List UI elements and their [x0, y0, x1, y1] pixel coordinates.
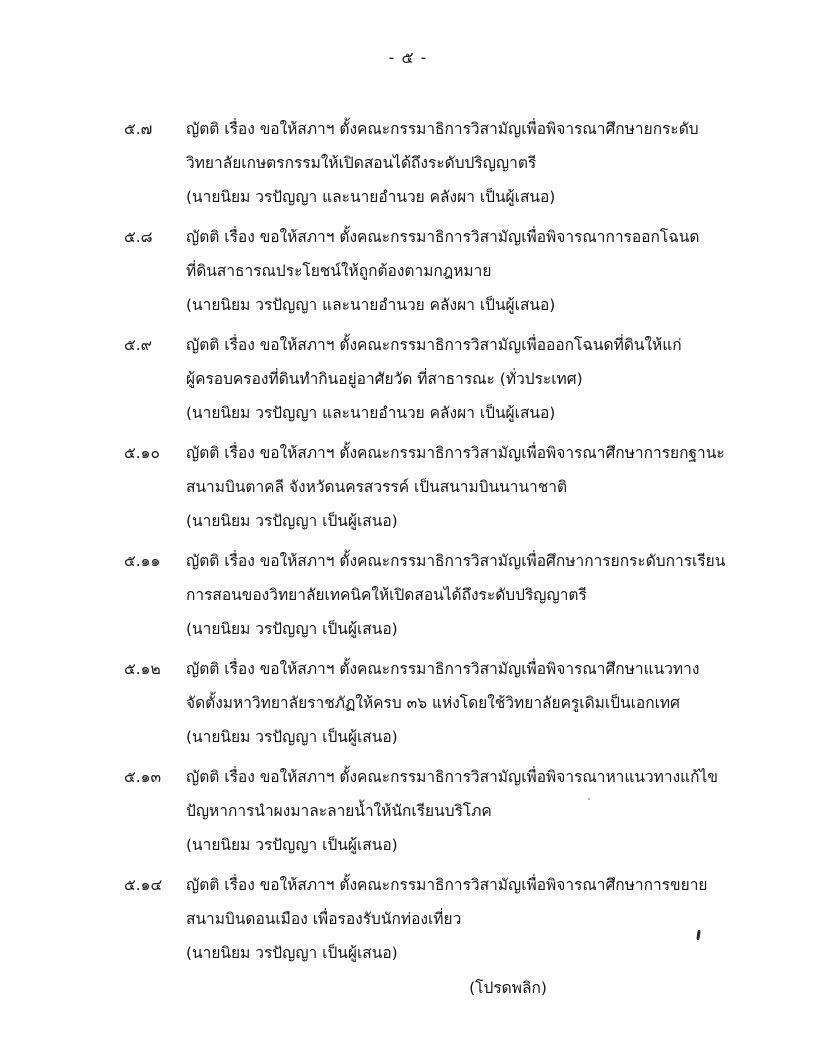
- list-item: [124, 220, 724, 322]
- item-number: ๕.๑๓: [124, 768, 162, 786]
- item-number: ๕.๑๑: [124, 552, 161, 570]
- item-line: ญัตติ เรื่อง ขอให้สภาฯ ตั้งคณะกรรมาธิการวิสามัญเพื่อพิจารณาหาแนวทางแก้ไข: [186, 768, 718, 786]
- item-number: ๕.๑๐: [124, 444, 160, 462]
- ink-speck: [588, 798, 590, 800]
- item-number: ๕.๗: [124, 120, 153, 138]
- item-line: สนามบินตาคลี จังหวัดนครสวรรค์ เป็นสนามบินนานาชาติ: [186, 478, 568, 496]
- item-line: วิทยาลัยเกษตรกรรมให้เปิดสอนได้ถึงระดับปริญญาตรี: [186, 154, 537, 172]
- footer-note: (โปรดพลิก): [469, 979, 547, 997]
- item-line: ที่ดินสาธารณประโยชน์ให้ถูกต้องตามกฎหมาย: [186, 262, 492, 280]
- item-proposer: (นายนิยม วรปัญญา และนายอำนวย คลังผา เป็นผู้เสนอ): [186, 404, 556, 422]
- list-item: [124, 760, 724, 862]
- item-line: ปัญหาการนำผงมาละลายน้ำให้นักเรียนบริโภค: [186, 802, 492, 820]
- item-body: [186, 436, 725, 538]
- list-item: [124, 436, 724, 538]
- item-number: ๕.๑๔: [124, 876, 163, 894]
- item-proposer: (นายนิยม วรปัญญา เป็นผู้เสนอ): [186, 620, 398, 638]
- item-line: การสอนของวิทยาลัยเทคนิคให้เปิดสอนได้ถึงระดับปริญญาตรี: [186, 586, 587, 604]
- item-proposer: (นายนิยม วรปัญญา เป็นผู้เสนอ): [186, 728, 398, 746]
- item-number: ๕.๙: [124, 336, 153, 354]
- item-line: ญัตติ เรื่อง ขอให้สภาฯ ตั้งคณะกรรมาธิการวิสามัญเพื่อพิจารณาศึกษาแนวทาง: [186, 660, 700, 678]
- list-item: [124, 544, 724, 646]
- item-body: [186, 328, 724, 430]
- item-proposer: (นายนิยม วรปัญญา และนายอำนวย คลังผา เป็นผู้เสนอ): [186, 296, 556, 314]
- item-body: [186, 220, 724, 322]
- item-line: จัดตั้งมหาวิทยาลัยราชภัฏให้ครบ ๓๖ แห่งโดยใช้วิทยาลัยครูเดิมเป็นเอกเทศ: [186, 694, 680, 712]
- item-number: ๕.๑๒: [124, 660, 161, 678]
- page-number: - ๕ -: [388, 48, 428, 67]
- item-proposer: (นายนิยม วรปัญญา เป็นผู้เสนอ): [186, 944, 398, 962]
- item-proposer: (นายนิยม วรปัญญา เป็นผู้เสนอ): [186, 836, 398, 854]
- list-item: [124, 868, 724, 970]
- item-line: ญัตติ เรื่อง ขอให้สภาฯ ตั้งคณะกรรมาธิการวิสามัญเพื่อศึกษาการยกระดับการเรียน: [186, 552, 726, 570]
- item-body: [186, 652, 724, 754]
- item-body: [186, 112, 724, 214]
- item-body: [186, 760, 724, 862]
- agenda-item-list: [124, 112, 724, 976]
- item-proposer: (นายนิยม วรปัญญา และนายอำนวย คลังผา เป็นผู้เสนอ): [186, 188, 556, 206]
- item-proposer: (นายนิยม วรปัญญา เป็นผู้เสนอ): [186, 512, 398, 530]
- footer-note-container: [0, 975, 816, 1000]
- list-item: [124, 652, 724, 754]
- item-number: ๕.๘: [124, 228, 153, 246]
- list-item: [124, 112, 724, 214]
- item-line: ญัตติ เรื่อง ขอให้สภาฯ ตั้งคณะกรรมาธิการวิสามัญเพื่อพิจารณาศึกษาการขยาย: [186, 876, 708, 894]
- item-body: [186, 544, 725, 646]
- item-line: ญัตติ เรื่อง ขอให้สภาฯ ตั้งคณะกรรมาธิการวิสามัญเพื่อพิจารณาศึกษายกระดับ: [186, 120, 699, 138]
- item-line: ผู้ครอบครองที่ดินทำกินอยู่อาศัยวัด ที่สาธารณะ (ทั่วประเทศ): [186, 370, 583, 388]
- item-line: สนามบินดอนเมือง เพื่อรองรับนักท่องเที่ยว: [186, 910, 462, 928]
- item-line: ญัตติ เรื่อง ขอให้สภาฯ ตั้งคณะกรรมาธิการวิสามัญเพื่อออกโฉนดที่ดินให้แก่: [186, 336, 682, 354]
- item-body: [186, 868, 724, 970]
- list-item: [124, 328, 724, 430]
- item-line: ญัตติ เรื่อง ขอให้สภาฯ ตั้งคณะกรรมาธิการวิสามัญเพื่อพิจารณาการออกโฉนด: [186, 228, 700, 246]
- item-line: ญัตติ เรื่อง ขอให้สภาฯ ตั้งคณะกรรมาธิการวิสามัญเพื่อพิจารณาศึกษาการยกฐานะ: [186, 444, 725, 462]
